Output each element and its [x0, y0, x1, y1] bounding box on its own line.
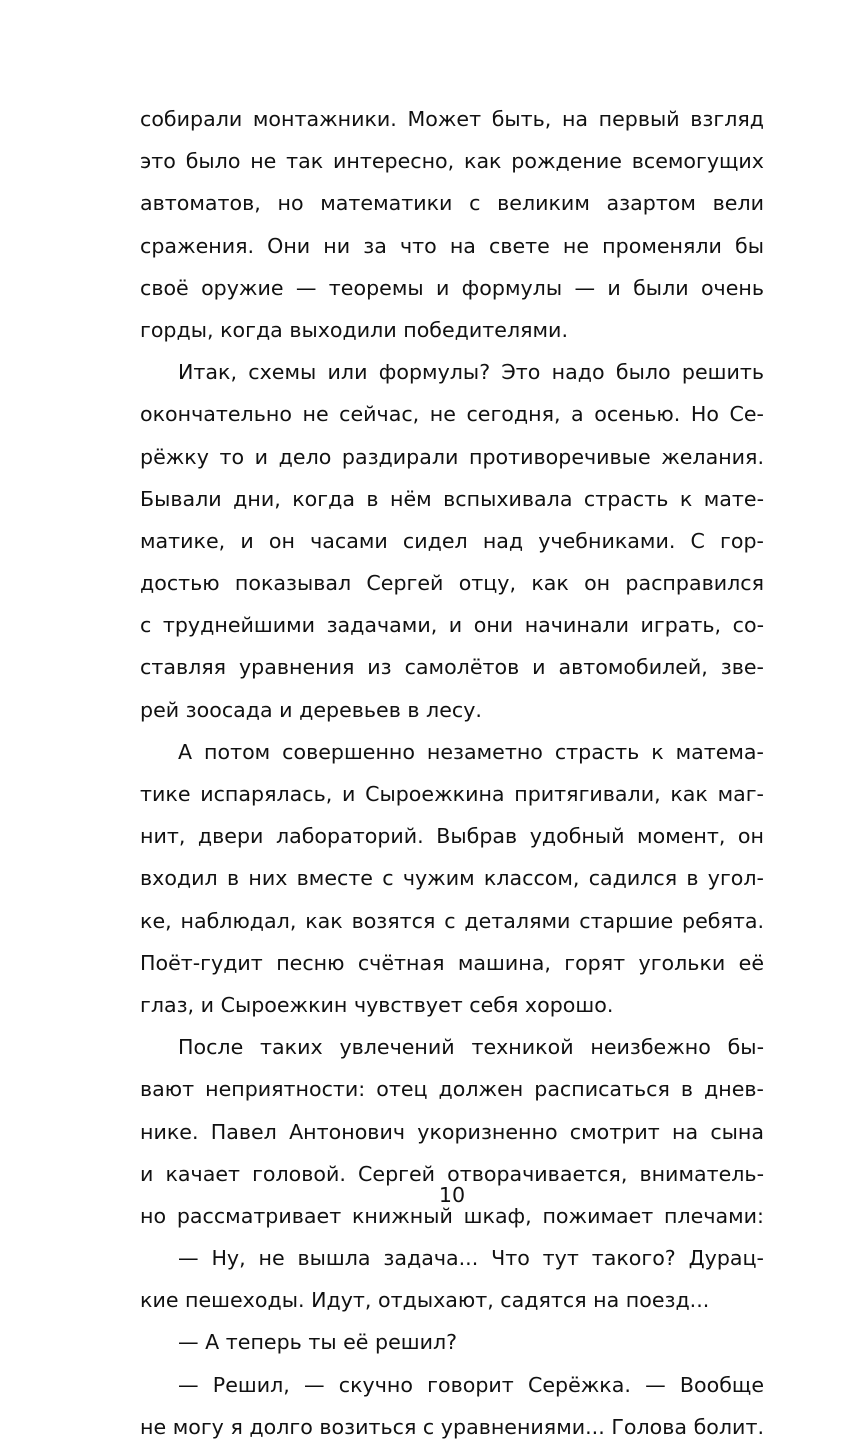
text-line: вают неприятности: отец должен расписаться в днев- — [140, 1077, 764, 1102]
text-line: но рассматривает книжный шкаф, пожимает плечами: — [140, 1203, 764, 1228]
text-line: кие пешеходы. Идут, отдыхают, садятся на поезд... — [140, 1288, 710, 1313]
text-line: Бывали дни, когда в нём вспыхивала страсть к мате- — [140, 486, 764, 511]
text-line: своё оружие — теоремы и формулы — и были очень — [140, 275, 764, 300]
text-line: это было не так интересно, как рождение всемогущих — [140, 149, 764, 174]
text-line: горды, когда выходили победителями. — [140, 317, 568, 342]
body-text — [140, 98, 764, 1448]
text-line: рёжку то и дело раздирали противоречивые желания. — [140, 444, 764, 469]
text-line: — А теперь ты её решил? — [178, 1330, 458, 1355]
text-line: матике, и он часами сидел над учебниками. С гор- — [140, 528, 764, 553]
text-line: окончательно не сейчас, не сегодня, а осенью. Но Се- — [140, 402, 764, 427]
text-line: сражения. Они ни за что на свете не променяли бы — [140, 233, 764, 258]
text-line: нит, двери лабораторий. Выбрав удобный момент, он — [140, 824, 764, 849]
text-line: ставляя уравнения из самолётов и автомобилей, зве- — [140, 655, 764, 680]
text-line: рей зоосада и деревьев в лесу. — [140, 697, 482, 722]
text-line: А потом совершенно незаметно страсть к матема- — [178, 739, 764, 764]
page-number: 10 — [438, 1183, 466, 1207]
text-line: Итак, схемы или формулы? Это надо было решить — [178, 360, 764, 385]
text-line: — Ну, не вышла задача... Что тут такого? Дурац- — [178, 1246, 764, 1271]
text-line: Поёт-гудит песню счётная машина, горят угольки её — [140, 950, 764, 975]
text-line: собирали монтажники. Может быть, на первый взгляд — [140, 107, 764, 131]
text-line: — Решил, — скучно говорит Серёжка. — Вообще — [178, 1372, 764, 1397]
text-line: автоматов, но математики с великим азартом вели — [140, 191, 764, 216]
text-line: достью показывал Сергей отцу, как он расправился — [140, 571, 764, 596]
text-line: с труднейшими задачами, и они начинали играть, со- — [140, 613, 764, 638]
text-line: После таких увлечений техникой неизбежно бы- — [178, 1035, 764, 1060]
text-line: ке, наблюдал, как возятся с деталями старшие ребята. — [140, 908, 764, 933]
text-line: не могу я долго возиться с уравнениями... Голова болит. — [140, 1414, 764, 1439]
text-line: входил в них вместе с чужим классом, садился в угол- — [140, 866, 764, 891]
text-line: нике. Павел Антонович укоризненно смотрит на сына — [140, 1119, 764, 1144]
text-line: тике испарялась, и Сыроежкина притягивали, как маг- — [140, 782, 764, 806]
text-line: глаз, и Сыроежкин чувствует себя хорошо. — [140, 992, 614, 1017]
text-line: и качает головой. Сергей отворачивается, вниматель- — [140, 1161, 764, 1186]
